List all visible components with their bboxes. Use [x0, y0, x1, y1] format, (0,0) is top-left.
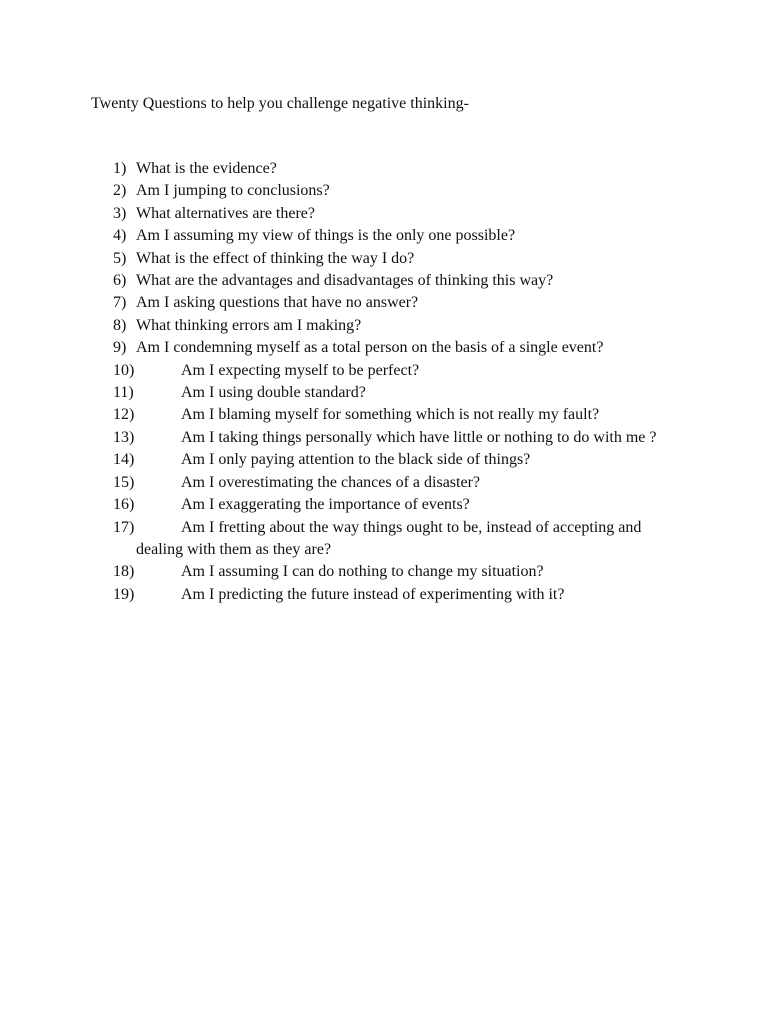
question-item: [0, 584, 768, 606]
question-item: [0, 427, 768, 449]
question-item: [0, 315, 768, 337]
question-text: What thinking errors am I making?: [136, 316, 362, 334]
question-number: 10): [113, 361, 135, 379]
question-item: [0, 270, 768, 292]
question-list: [0, 158, 768, 606]
question-number: 3): [113, 204, 127, 222]
question-item: [0, 472, 768, 494]
question-number: 1): [113, 160, 127, 177]
question-number: 7): [113, 294, 127, 312]
question-item: [0, 382, 768, 404]
question-number: 19): [113, 585, 135, 603]
question-number: 18): [113, 563, 135, 581]
question-item: [0, 248, 768, 270]
question-text: Am I taking things personally which have little or nothing to do with me ?: [181, 428, 657, 446]
question-text: Am I jumping to conclusions?: [136, 182, 330, 200]
question-number: 5): [113, 249, 127, 267]
question-text: Am I only paying attention to the black side of things?: [181, 451, 531, 469]
question-number: 11): [113, 384, 134, 402]
question-number: 14): [113, 451, 135, 469]
question-text: What is the evidence?: [136, 160, 277, 177]
question-item: [0, 360, 768, 382]
question-number: 17): [113, 518, 135, 536]
question-number: 12): [113, 406, 135, 424]
question-number: 13): [113, 428, 135, 446]
question-item: [0, 561, 768, 583]
question-item: [0, 158, 768, 180]
question-text: Am I assuming I can do nothing to change my situation?: [181, 563, 544, 581]
question-item: [0, 517, 768, 562]
question-item: [0, 449, 768, 471]
question-number: 8): [113, 316, 127, 334]
question-text: Am I exaggerating the importance of events?: [181, 496, 470, 514]
question-item: [0, 225, 768, 247]
question-item: [0, 203, 768, 225]
question-item: [0, 494, 768, 516]
question-text: Am I overestimating the chances of a disaster?: [181, 473, 480, 491]
question-text: Am I expecting myself to be perfect?: [181, 361, 420, 379]
question-text: Am I asking questions that have no answer?: [136, 294, 419, 312]
question-item: [0, 404, 768, 426]
question-number: 16): [113, 496, 135, 514]
question-item: [0, 292, 768, 314]
question-text: Am I assuming my view of things is the only one possible?: [136, 227, 516, 245]
question-number: 9): [113, 339, 127, 357]
question-text: Am I predicting the future instead of experimenting with it?: [181, 585, 565, 603]
question-number: 4): [113, 227, 127, 245]
document-title: Twenty Questions to help you challenge negative thinking-: [91, 95, 469, 112]
question-text: What are the advantages and disadvantages of thinking this way?: [136, 272, 554, 290]
question-item: [0, 180, 768, 202]
question-text: Am I condemning myself as a total person on the basis of a single event?: [136, 339, 604, 357]
question-text: What is the effect of thinking the way I do?: [136, 249, 415, 267]
question-item: [0, 337, 768, 359]
question-text: Am I blaming myself for something which is not really my fault?: [181, 406, 600, 424]
question-number: 15): [113, 473, 135, 491]
question-text: What alternatives are there?: [136, 204, 315, 222]
question-text: Am I fretting about the way things ought to be, instead of accepting and dealing with them as they are?: [136, 518, 642, 558]
question-text: Am I using double standard?: [181, 384, 366, 402]
question-number: 2): [113, 182, 127, 200]
question-number: 6): [113, 272, 127, 290]
